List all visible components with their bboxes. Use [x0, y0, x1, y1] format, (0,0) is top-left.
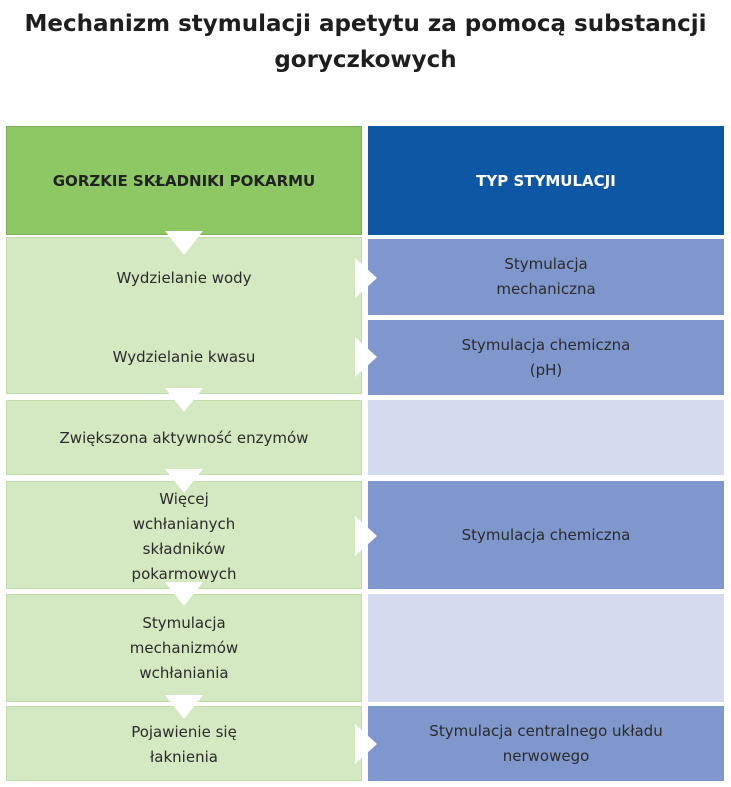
step-appetite: Pojawienie się łaknienia: [131, 723, 237, 766]
type-mechanical: Stymulacja mechaniczna: [368, 239, 724, 315]
arrow-right-icon: [355, 516, 377, 556]
type-empty-absorption: [368, 594, 724, 702]
type-chemical: Stymulacja chemiczna: [368, 481, 724, 589]
header-stimulation-type: TYP STYMULACJI: [368, 126, 724, 235]
step-absorption-mechanisms: Stymulacja mechanizmów wchłaniania: [129, 613, 239, 682]
arrow-down-icon: [165, 469, 203, 493]
step-enzyme-activity: Zwiększona aktywność enzymów: [59, 428, 309, 447]
arrow-right-icon: [355, 258, 377, 298]
type-chemical-ph: Stymulacja chemiczna (pH): [368, 320, 724, 395]
arrow-down-icon: [165, 388, 203, 412]
arrow-right-icon: [355, 724, 377, 764]
type-central-nervous: Stymulacja centralnego układu nerwowego: [368, 706, 724, 781]
diagram-title: Mechanizm stymulacji apetytu za pomocą substancji goryczkowych: [24, 11, 707, 73]
arrow-down-icon: [165, 231, 203, 255]
arrow-down-icon: [165, 582, 203, 606]
step-water-secretion: Wydzielanie wody: [116, 268, 252, 287]
step-absorbed-nutrients: Więcej wchłanianych składników pokarmowych: [131, 490, 237, 583]
type-empty-enzymes: [368, 400, 724, 475]
arrow-right-icon: [355, 337, 377, 377]
header-bitter-ingredients: GORZKIE SKŁADNIKI POKARMU: [6, 126, 362, 235]
step-acid-secretion: Wydzielanie kwasu: [112, 347, 256, 366]
arrow-down-icon: [165, 695, 203, 719]
